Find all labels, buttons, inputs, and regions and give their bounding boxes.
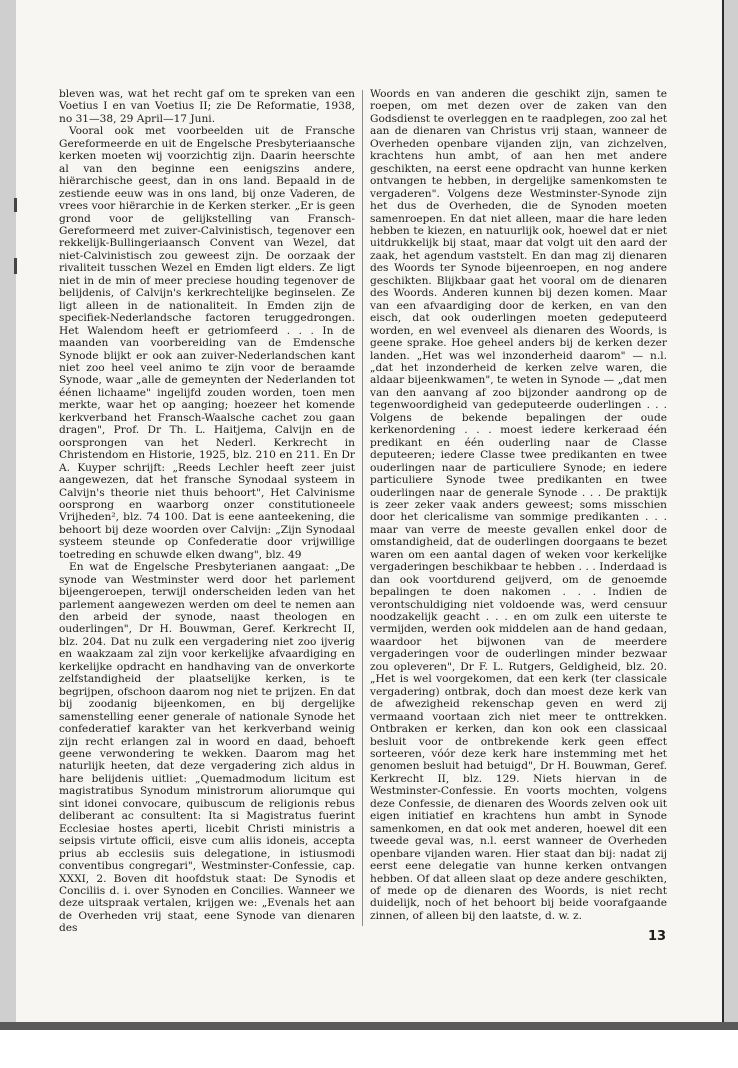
binding-mark [14,198,17,212]
paragraph: Vooral ook met voorbeelden uit de Fransche Gereformeerde en uit de Engelsche Presbyteriaansche kerken moeten wij voorzichtig zijn. Daarin heerschte al van den beginne een eenigszins andere, hiërarchische geest, dan in ons land. Bepaald in de zestiende eeuw was in ons land, bij onze Vaderen, de vrees voor hiërarchie in de Kerken sterker. „Er is geen grond voor de gelijkstelling van Fransch-Gereformeerd met zuiver-Calvinistisch, tegenover een rekkelijk-Bullingeriaansch Convent van Wezel, dat niet-Calvinistisch zou geweest zijn. De oorzaak der rivaliteit tusschen Wezel en Emden ligt elders. Ze ligt niet in de min of meer preciese houding tegenover de belijdenis, of Calvijn's kerkrechtelijke beginselen. Ze ligt alleen in de nationaliteit. In Emden zijn de specifiek-Nederlandsche factoren teruggedrongen. Het Walendom heeft er getriomfeerd . . . In de maanden van voorbereiding van de Emdensche Synode blijkt er ook aan zuiver-Nederlandschen kant niet zoo heel veel animo te zijn voor de beraamde Synode, waar „alle de gemeynten der Nederlanden tot éénen lichaame" ingelijfd zouden worden, toen men merkte, waar het op aanging; hoezeer het komende kerkverband het Fransch-Waalsche cachet zou gaan dragen", Prof. Dr Th. L. Haitjema, Calvijn en de oorsprongen van het Nederl. Kerkrecht in Christendom en Historie, 1925, blz. 210 en 211. En Dr A. Kuyper schrijft: „Reeds Lechler heeft zeer juist aangewezen, dat het fransche Synodaal systeem in Calvijn's theorie niet thuis behoort", Het Calvinisme oorsprong en waarborg onzer constitutioneele Vrijheden², blz. 74 100. Dat is eene aanteekening, die behoort bij deze woorden over Calvijn: „Zijn Synodaal systeem steunde op Confederatie door vrijwillige toetreding en schuwde elken dwang", blz. 49 [59,125,355,561]
left-column [59,88,355,935]
paragraph: En wat de Engelsche Presbyterianen aangaat: „De synode van Westminster werd door het parlement bijeengeroepen, terwijl onderscheiden leden van het parlement aangewezen werden om deel te nemen aan den arbeid der synode, naast theologen en ouderlingen", Dr H. Bouwman, Geref. Kerkrecht II, blz. 204. Dat nu zulk een vergadering niet zoo ijverig en waakzaam zal zijn voor kerkelijke afvaardiging en kerkelijke opdracht en handhaving van de onverkorte zelfstandigheid der plaatselijke kerken, is te begrijpen, ofschoon daarom nog niet te prijzen. En dat bij zoodanig bijeenkomen, en bij dergelijke samenstelling eener generale of nationale Synode het confederatief karakter van het kerkverband weinig zijn recht erlangen zal in woord en daad, behoeft geene verwondering te wekken. Daarom mag het naturlijk heeten, dat deze vergadering zich aldus in hare belijdenis uitliet: „Quemadmodum licitum est magistratibus Synodum ministrorum aliorumque qui sint idonei convocare, quibuscum de religionis rebus deliberant ac consultent: Ita si Magistratus fuerint Ecclesiae hostes aperti, licebit Christi ministris a seipsis virtute officii, eisve cum aliis idoneis, accepta prius ab ecclesiis suis delegatione, in istiusmodi conventibus congregari", Westminster-Confessie, cap. XXXI, 2. Boven dit hoofdstuk staat: De Synodis et Conciliis d. i. over Synoden en Concilies. Wanneer we deze uitspraak vertalen, krijgen we: „Evenals het aan de Overheden vrij staat, eene Synode van dienaren des [59,561,355,935]
scan-margin [0,1030,738,1068]
right-column [370,88,667,922]
paragraph: Woords en van anderen die geschikt zijn, samen te roepen, om met dezen over de zaken van den Godsdienst te overleggen en te raadplegen, zoo zal het aan de dienaren van Christus vrij staan, wanneer de Overheden openbare vijanden zijn, van zichzelven, krachtens hun ambt, of aan hen met andere geschikten, na eerst eene opdracht van hunne kerken ontvangen te hebben, in dergelijke samenkomsten te vergaderen". Volgens deze Westminster-Synode zijn het dus de Overheden, die de Synoden moeten samenroepen. En dat niet alleen, maar die hare leden hebben te kiezen, en natuurlijk ook, hoewel dat er niet uitdrukkelijk bij staat, maar dat volgt uit den aard der zaak, het agendum vaststelt. En dan mag zij dienaren des Woords ter Synode bijeenroepen, en nog andere geschikten. Blijkbaar gaat het vooral om de dienaren des Woords. Anderen kunnen bij dezen komen. Maar van een afvaardiging door de kerken, en van den eisch, dat ook ouderlingen moeten gedeputeerd worden, en wel evenveel als dienaren des Woords, is geene sprake. Hoe geheel anders bij de kerken dezer landen. „Het was wel inzonderheid daarom" — n.l. „dat het inzonderheid de kerken zelve waren, die aldaar bijeenkwamen", te weten in Synode — „dat men van den aanvang af zoo bijzonder aandrong op de tegenwoordigheid van gedeputeerde ouderlingen . . . Volgens de bekende bepalingen der oude kerkenordening . . . moest iedere kerkeraad één predikant en één ouderling naar de Classe deputeeren; iedere Classe twee predikanten en twee ouderlingen naar de particuliere Synode; en iedere particuliere Synode twee predikanten en twee ouderlingen naar de generale Synode . . . De praktijk is zeer zeker vaak anders geweest; soms misschien door het clericalisme van sommige predikanten . . . maar van verre de meeste gevallen enkel door de omstandigheid, dat de ouderlingen doorgaans te bezet waren om een aantal dagen of weken voor kerkelijke vergaderingen beschikbaar te hebben . . . Inderdaad is dan ook voortdurend geijverd, om de genoemde bepalingen te doen nakomen . . . Indien de verontschuldiging niet voldoende was, werd censuur noodzakelijk geacht . . . en om zulk een uiterste te vermijden, werden ook middelen aan de hand gedaan, waardoor het bijwonen van de meerdere vergaderingen voor de ouderlingen minder bezwaar zou opleveren", Dr F. L. Rutgers, Geldigheid, blz. 20. „Het is wel voorgekomen, dat een kerk (ter classicale vergadering) ontbrak, doch dan moest deze kerk van de afwezigheid rekenschap geven en werd zij vermaand voortaan zich niet meer te onttrekken. Ontbraken er kerken, dan kon ook een classicaal besluit voor de ontbrekende kerk geen effect sorteeren, vóór deze kerk hare instemming met het genomen besluit had betuigd", Dr H. Bouwman, Geref. Kerkrecht II, blz. 129. Niets hiervan in de Westminster-Confessie. En voorts mochten, volgens deze Confessie, de dienaren des Woords zelven ook uit eigen initiatief en krachtens hun ambt in Synode samenkomen, en dat ook met anderen, hoewel dit een tweede geval was, n.l. eerst wanneer de Overheden openbare vijanden waren. Hier staat dan bij: nadat zij eerst eene delegatie van hunne kerken ontvangen hebben. Of dat alleen slaat op deze andere geschikten, of mede op de dienaren des Woords, is niet recht duidelijk, noch of het behoort bij beide voorafgaande zinnen, of alleen bij den laatste, d. w. z. [370,88,667,922]
paragraph: bleven was, wat het recht gaf om te spreken van een Voetius I en van Voetius II; zie De Reformatie, 1938, no 31—38, 29 April—17 Juni. [59,88,355,125]
column-divider [362,90,363,926]
scan-edge [0,1022,738,1030]
binding-mark [14,258,17,274]
page-number: 13 [648,929,667,944]
